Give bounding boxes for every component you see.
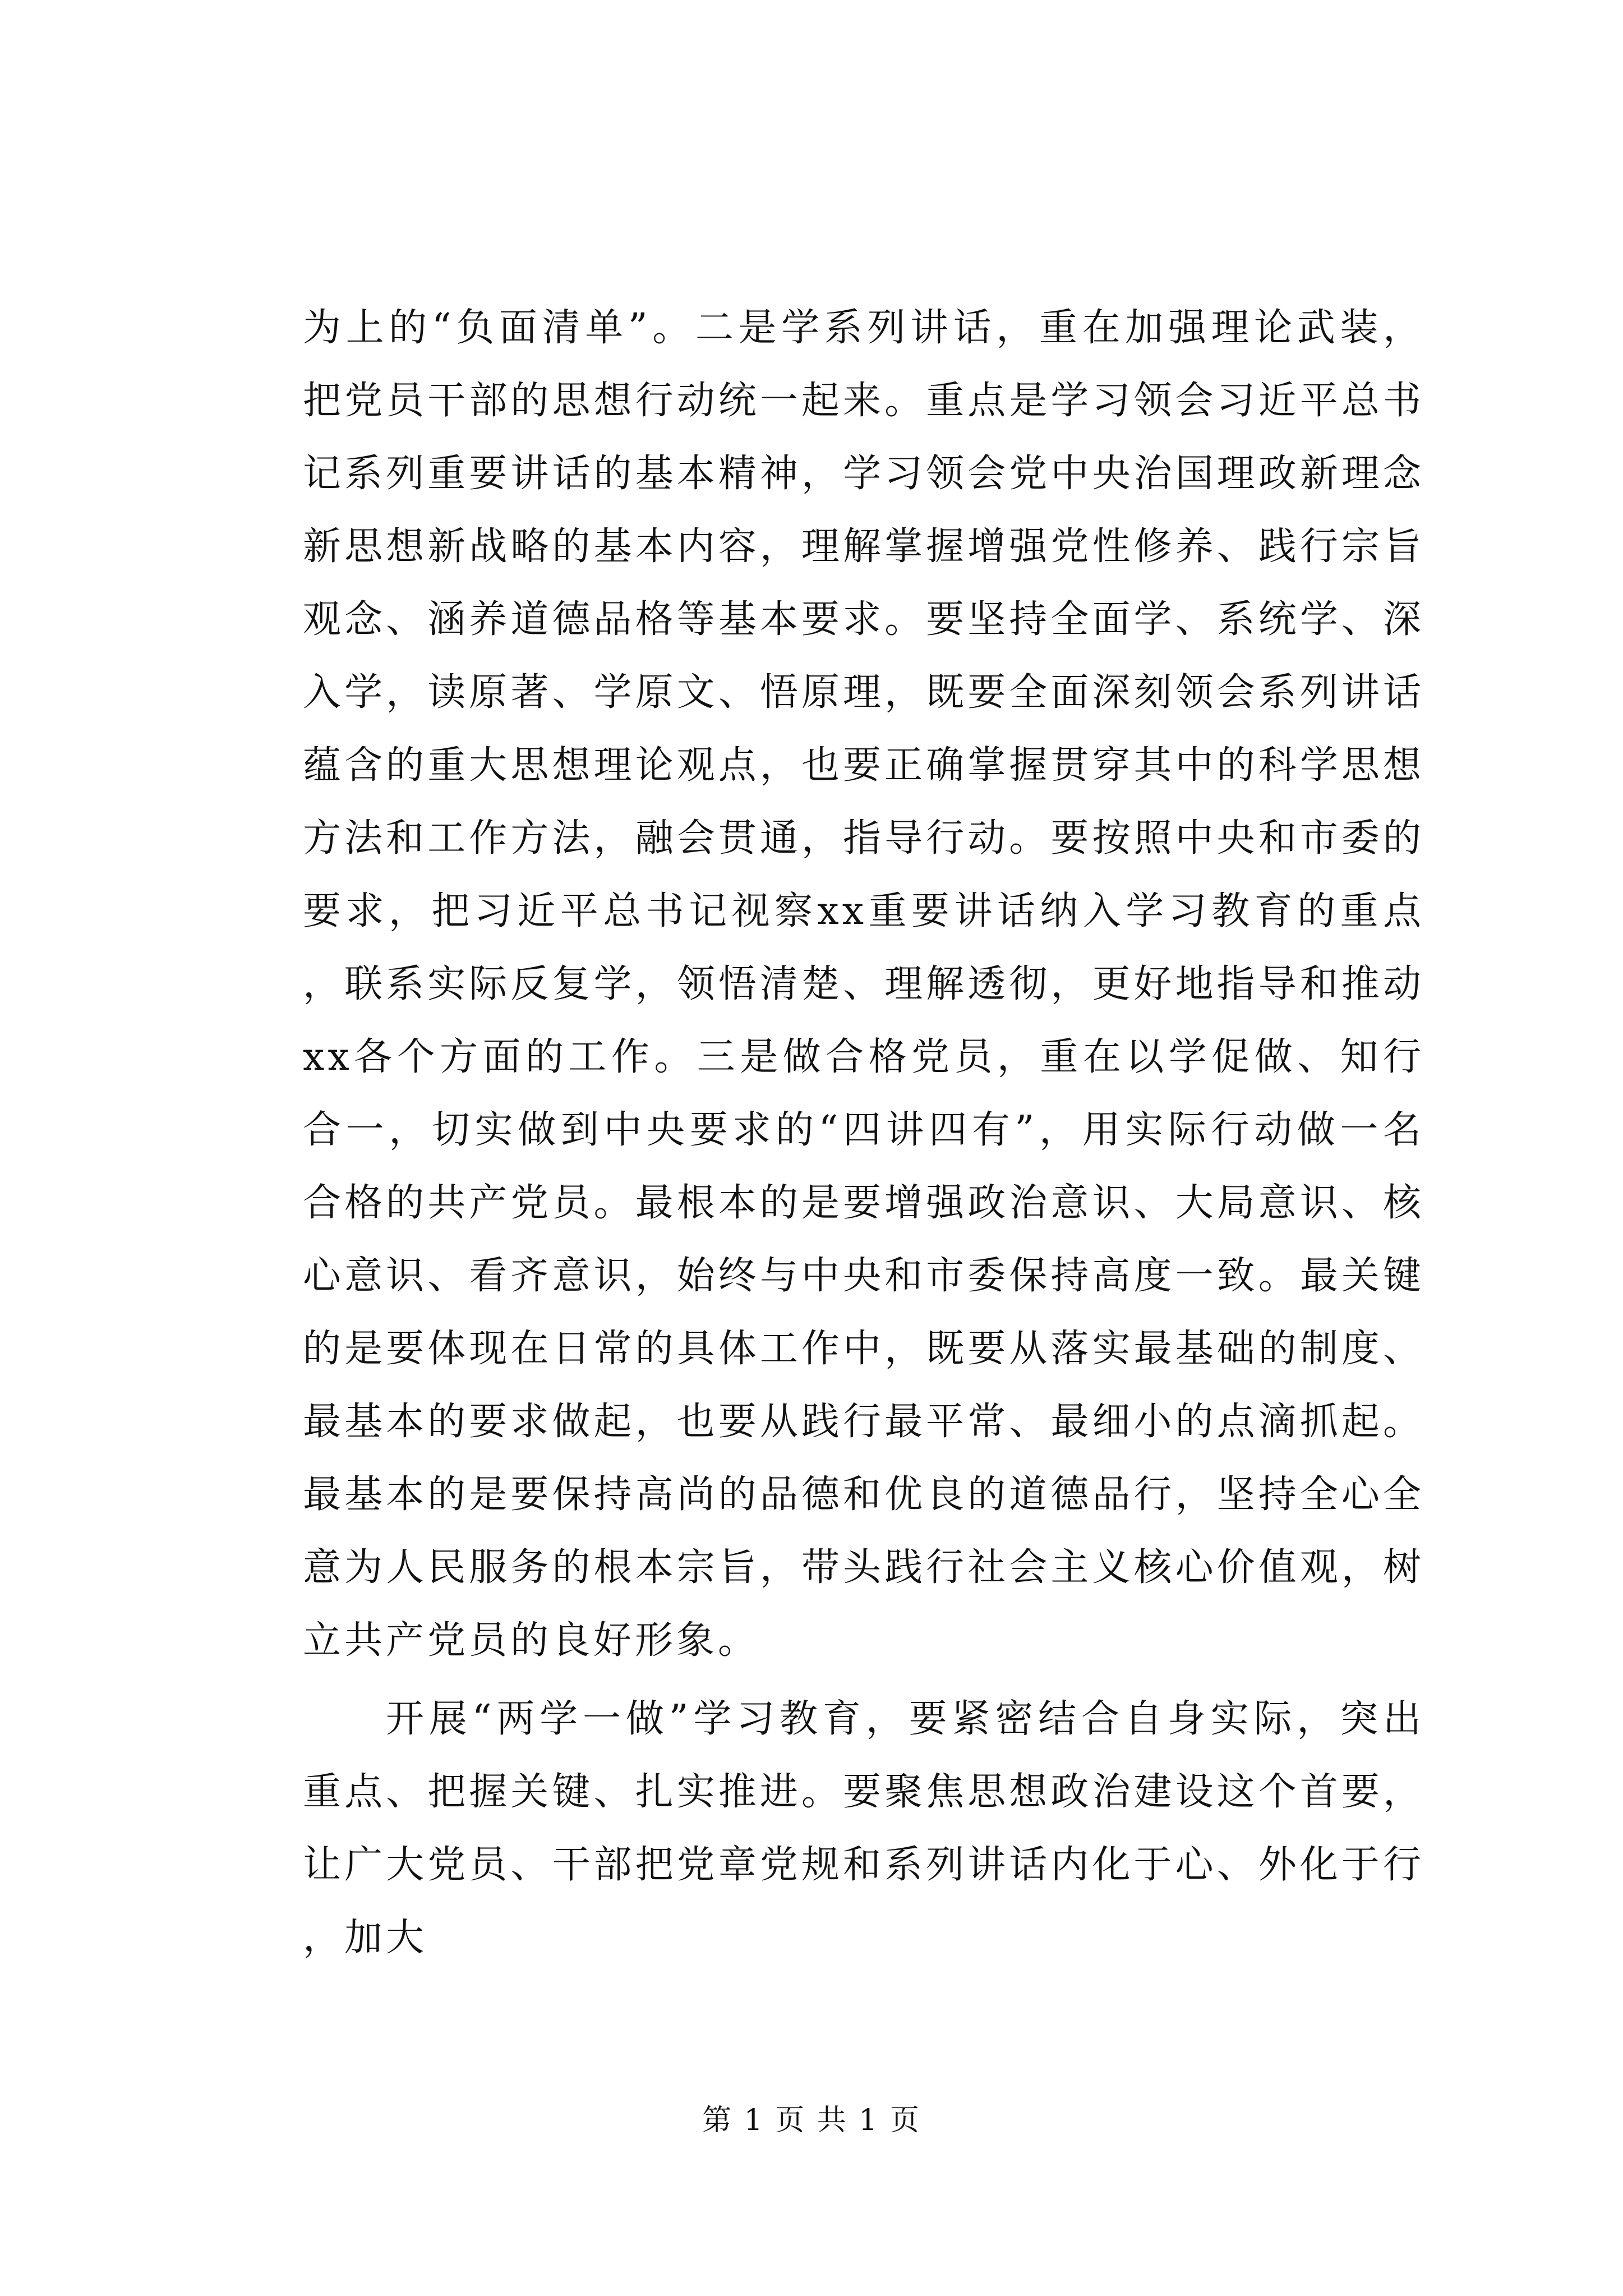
page-number-footer: 第 1 页 共 1 页	[702, 2104, 921, 2137]
paragraph-continued: 为上的“负面清单”。二是学系列讲话，重在加强理论武装，把党员干部的思想行动统一起来。重点是学习领会习近平总书记系列重要讲话的基本精神，学习领会党中央治国理政新理念新思想新战略的基本内容，理解掌握增强党性修养、践行宗旨观念、涵养道德品格等基本要求。要坚持全面学、系统学、深入学，读原著、学原文、悟原理，既要全面深刻领会系列讲话蕴含的重大思想理论观点，也要正确掌握贯穿其中的科学思想方法和工作方法，融会贯通，指导行动。要按照中央和市委的要求，把习近平总书记视察xx重要讲话纳入学习教育的重点，联系实际反复学，领悟清楚、理解透彻，更好地指导和推动xx各个方面的工作。三是做合格党员，重在以学促做、知行合一，切实做到中央要求的“四讲四有”，用实际行动做一名合格的共产党员。最根本的是要增强政治意识、大局意识、核心意识、看齐意识，始终与中央和市委保持高度一致。最关键的是要体现在日常的具体工作中，既要从落实最基础的制度、最基本的要求做起，也要从践行最平常、最细小的点滴抓起。最基本的是要保持高尚的品德和优良的道德品行，坚持全心全意为人民服务的根本宗旨，带头践行社会主义核心价值观，树立共产党员的良好形象。	[303, 306, 1424, 1663]
document-body	[303, 292, 1424, 1975]
paragraph-two-study-one-do: 开展“两学一做”学习教育，要紧密结合自身实际，突出重点、把握关键、扎实推进。要聚焦思想政治建设这个首要，让广大党员、干部把党章党规和系列讲话内化于心、外化于行，加大	[303, 1697, 1424, 1960]
